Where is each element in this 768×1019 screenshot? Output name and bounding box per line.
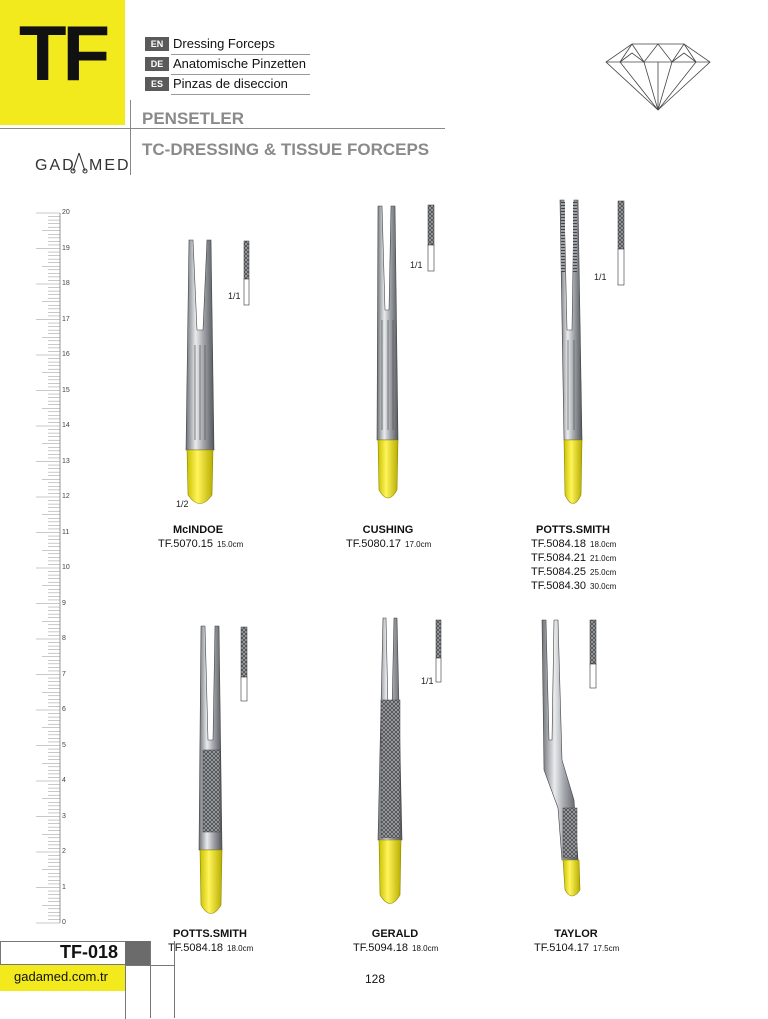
tip-scale-label: 1/1 (594, 272, 607, 282)
product-code: TF.5070.15 (158, 538, 214, 550)
forceps-gerald (378, 618, 441, 904)
ruler-label: 1 (62, 883, 66, 891)
product-code: TF.5104.17 (534, 942, 590, 954)
lang-name: Pinzas de diseccion (173, 76, 288, 91)
page-number: 128 (365, 972, 386, 986)
product-name: McINDOE (172, 524, 224, 536)
ruler-label: 13 (62, 457, 70, 465)
forceps-potts-smith-top (560, 200, 624, 504)
product-size: 18.0cm (412, 944, 439, 953)
title-english: TC-DRESSING & TISSUE FORCEPS (142, 140, 430, 159)
product-name: POTTS.SMITH (173, 928, 247, 940)
product-code: TF.5084.21 (531, 552, 587, 564)
catalog-code-accent (125, 941, 150, 965)
svg-text:MED: MED (89, 157, 131, 174)
product-name: POTTS.SMITH (536, 524, 610, 536)
ruler-label: 18 (62, 280, 70, 287)
lang-code-badge: DE (145, 57, 169, 71)
tip-scale-label: 1/1 (228, 291, 241, 301)
product-size: 18.0cm (227, 944, 254, 953)
product-code-row (346, 538, 431, 550)
product-code: TF.5084.18 (531, 538, 587, 550)
ruler-label: 9 (62, 599, 66, 607)
ruler-label: 15 (62, 386, 70, 394)
ruler-label: 19 (62, 244, 70, 252)
ruler-label: 6 (62, 706, 66, 713)
ruler-label: 14 (62, 422, 70, 429)
catalog-code: TF-018 (60, 942, 119, 962)
ruler-label: 3 (62, 812, 66, 820)
product-size: 21.0cm (590, 554, 617, 563)
ruler-label: 8 (62, 635, 66, 642)
ruler-label: 17 (62, 315, 70, 323)
product-code: TF.5084.25 (531, 566, 587, 578)
lang-name: Dressing Forceps (173, 36, 275, 51)
product-size: 30.0cm (590, 582, 617, 591)
ruler-label: 20 (62, 209, 70, 216)
product-code-row (531, 566, 616, 578)
lang-code-badge: ES (145, 77, 169, 91)
product-code: TF.5084.18 (168, 942, 224, 954)
product-code: TF.5094.18 (353, 942, 409, 954)
forceps-mcindoe (186, 240, 249, 504)
product-code: TF.5080.17 (346, 538, 402, 550)
section-code: TF (18, 9, 107, 97)
title-turkish: PENSETLER (142, 109, 245, 128)
tip-scale-label: 1/1 (410, 260, 423, 270)
forceps-taylor (542, 620, 596, 896)
product-code-row (531, 552, 616, 564)
ruler-label: 11 (62, 528, 70, 536)
product-size: 17.5cm (593, 944, 620, 953)
product-size: 25.0cm (590, 568, 617, 577)
forceps-potts-smith-bottom (199, 626, 247, 914)
lang-code-badge: EN (145, 37, 169, 51)
product-name: TAYLOR (554, 928, 598, 940)
tip-scale-label: 1/1 (421, 676, 434, 686)
footer-frame (150, 941, 175, 1018)
product-name: CUSHING (362, 524, 414, 536)
ruler-label: 7 (62, 670, 66, 678)
forceps-cushing (377, 205, 434, 498)
product-size: 17.0cm (405, 540, 432, 549)
product-code-row (168, 942, 253, 954)
product-code-row (353, 942, 438, 954)
ruler-label: 4 (62, 777, 66, 784)
product-size: 15.0cm (217, 540, 244, 549)
product-code: TF.5084.30 (531, 580, 587, 592)
product-size: 18.0cm (590, 540, 617, 549)
product-code-row (158, 538, 243, 550)
product-code-row (531, 580, 616, 592)
ruler-label: 10 (62, 564, 70, 571)
ruler-label: 12 (62, 493, 70, 500)
product-code-row (531, 538, 616, 550)
ruler-label: 2 (62, 848, 66, 855)
ruler-label: 16 (62, 351, 70, 358)
website-link[interactable]: gadamed.com.tr (14, 969, 108, 984)
scale-label: 1/2 (176, 499, 189, 509)
lang-name: Anatomische Pinzetten (173, 56, 306, 71)
product-name: GERALD (371, 928, 419, 940)
product-code-row (534, 942, 619, 954)
ruler-label: 5 (62, 741, 66, 749)
svg-text:GAD: GAD (35, 157, 76, 174)
ruler-label: 0 (62, 919, 66, 926)
